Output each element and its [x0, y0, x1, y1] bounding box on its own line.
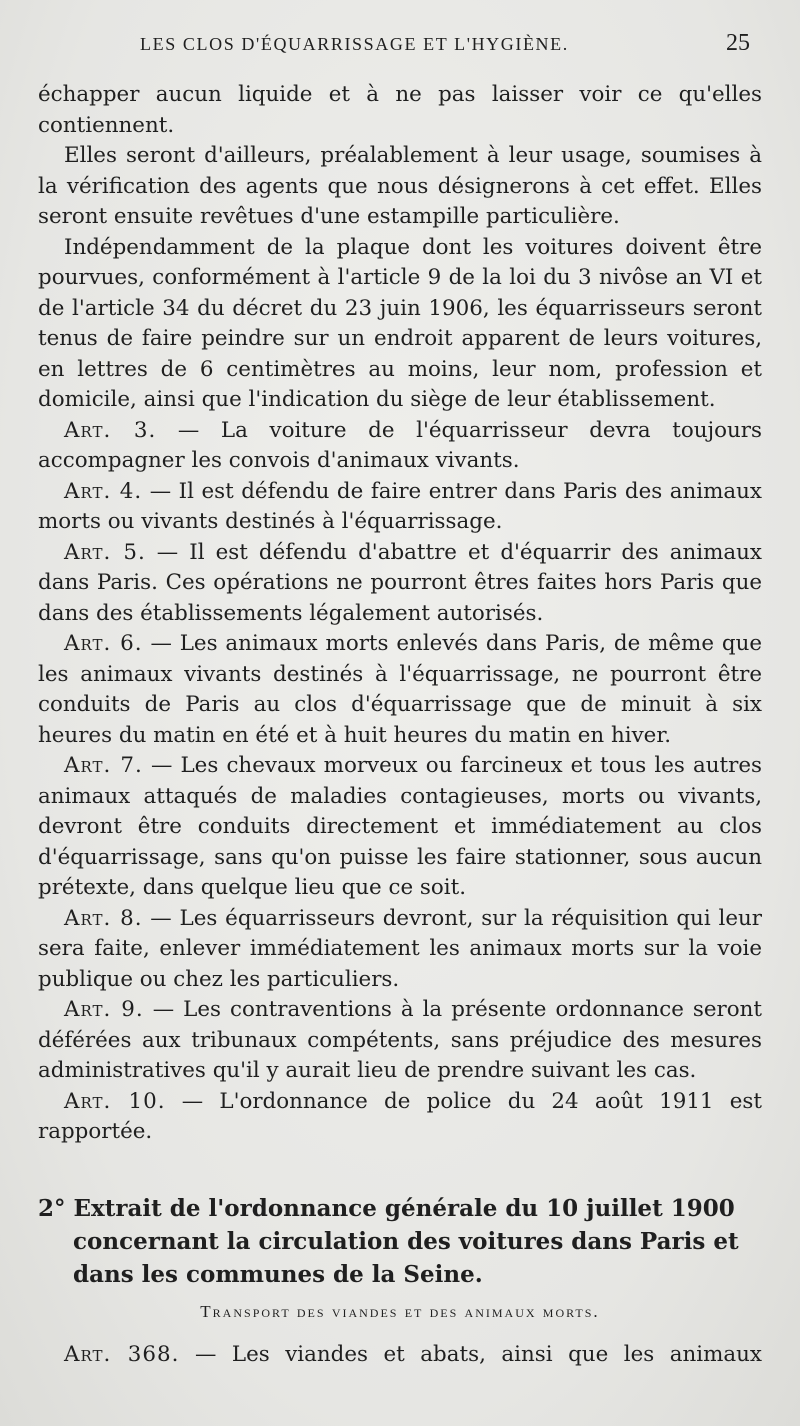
article-4: [38, 477, 762, 538]
section-heading: [38, 1192, 764, 1291]
section-title-line-3: dans les communes de la Seine.: [73, 1261, 483, 1288]
article-5: [38, 538, 762, 630]
article-9: [38, 995, 762, 1087]
article-text: — Il est défendu de faire entrer dans Paris des animaux morts ou vivants destinés à l'équarrissage.: [38, 478, 762, 534]
article-text: — Il est défendu d'abattre et d'équarrir des animaux dans Paris. Ces opérations ne pourront êtres faites hors Paris que dans des établissements légalement autorisés.: [38, 539, 762, 626]
article-text: — Les viandes et abats, ainsi que les animaux: [179, 1342, 762, 1367]
article-label: Art. 10.: [64, 1088, 166, 1114]
article-label: Art. 3.: [64, 417, 157, 443]
article-label: Art. 4.: [64, 478, 143, 504]
article-text: — L'ordonnance de police du 24 août 1911 est rapportée.: [38, 1088, 762, 1144]
paragraph-text: Elles seront d'ailleurs, préalablement à leur usage, soumises à la vérification des agents que nous désignerons à cet effet. Elles seront ensuite revêtues d'une estampille particulière.: [38, 143, 762, 229]
paragraph-continuation: [38, 80, 762, 141]
article-label: Art. 8.: [64, 905, 143, 931]
article-label: Art. 5.: [64, 539, 146, 565]
article-text: — Les animaux morts enlevés dans Paris, de même que les animaux vivants destinés à l'équarrissage, ne pourront être conduits de Paris au clos d'équarrissage que de minuit à six heures du matin en été et à huit heures du matin en hiver.: [38, 631, 762, 748]
section-number: 2°: [38, 1195, 66, 1222]
article-label: Art. 7.: [64, 753, 143, 778]
paragraph-plaque: [38, 233, 762, 416]
article-label: Art. 9.: [64, 997, 144, 1022]
article-text: — Les équarrisseurs devront, sur la réquisition qui leur sera faite, enlever immédiatement les animaux morts sur la voie publique ou chez les particuliers.: [38, 905, 762, 992]
article-6: [38, 629, 762, 751]
article-10: [38, 1087, 762, 1148]
article-label: Art. 368.: [64, 1342, 180, 1367]
page-number: 25: [726, 30, 750, 56]
article-text: — La voiture de l'équarrisseur devra toujours accompagner les convois d'animaux vivants.: [38, 417, 762, 473]
paragraph-verification: [38, 141, 762, 233]
section-title-line-1: Extrait de l'ordonnance générale du 10 juillet 1900: [73, 1195, 735, 1222]
page-header: [0, 30, 800, 74]
section-heading-line-1: [38, 1192, 764, 1225]
article-8: [38, 904, 762, 996]
body-text: [38, 80, 762, 1148]
paragraph-text: Indépendamment de la plaque dont les voitures doivent être pourvues, conformément à l'article 9 de la loi du 3 nivôse an VI et de l'article 34 du décret du 23 juin 1906, les équarrisseurs seront tenus de faire peindre sur un endroit apparent de leurs voitures, en lettres de 6 centimètres au moins, leur nom, profession et domicile, ainsi que l'indication du siège de leur établissement.: [38, 234, 762, 412]
article-label: Art. 6.: [64, 631, 143, 656]
article-text: — Les contraventions à la présente ordonnance seront déférées aux tribunaux compétents, sans préjudice des mesures administratives qu'il y aurait lieu de prendre suivant les cas.: [38, 997, 762, 1083]
article-text: — Les chevaux morveux ou farcineux et tous les autres animaux attaqués de maladies contagieuses, morts ou vivants, devront être conduits directement et immédiatement au clos d'équarrissage, sans qu'on puisse les faire stationner, sous aucun prétexte, dans quelque lieu que ce soit.: [38, 753, 762, 900]
subheading: Transport des viandes et des animaux morts.: [200, 1302, 600, 1321]
paragraph-text: échapper aucun liquide et à ne pas laisser voir ce qu'elles contiennent.: [38, 82, 762, 138]
article-3: [38, 416, 762, 477]
section-title-line-2: concernant la circulation des voitures dans Paris et: [73, 1228, 739, 1255]
running-title: LES CLOS D'ÉQUARRISSAGE ET L'HYGIÈNE.: [140, 34, 569, 54]
article-368: [38, 1340, 762, 1371]
article-7: [38, 751, 762, 904]
